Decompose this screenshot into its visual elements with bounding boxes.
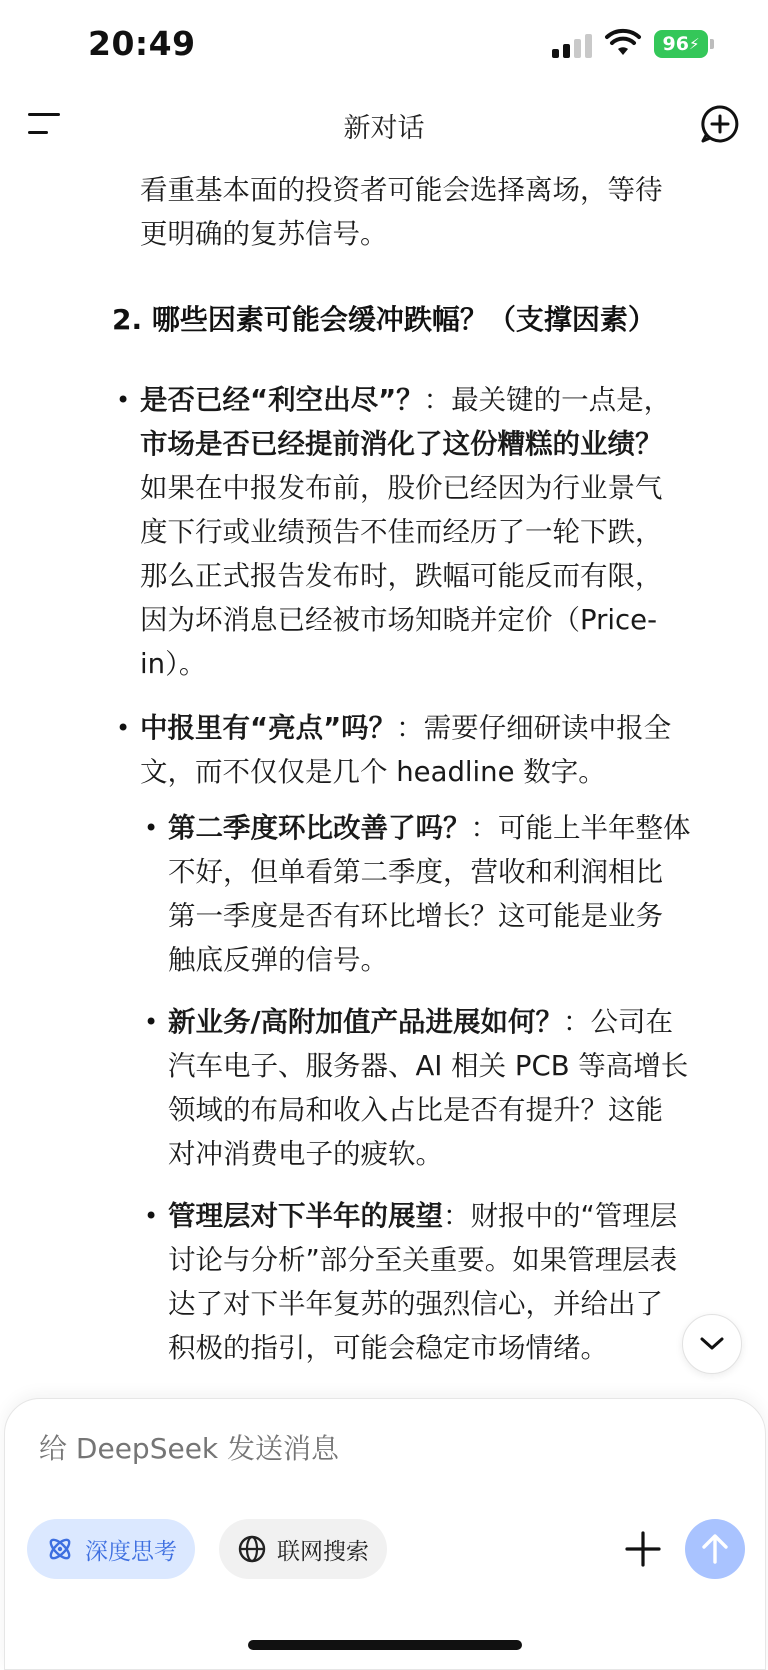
attach-plus-icon[interactable] (621, 1527, 665, 1571)
bullet-dot: • (116, 386, 131, 414)
sub-bullet-line: 讨论与分析”部分至关重要。如果管理层表 (168, 1244, 678, 1276)
deep-think-label: 深度思考 (85, 1538, 177, 1565)
chevron-down-icon (699, 1336, 725, 1352)
sub-bullet-line: 汽车电子、服务器、AI 相关 PCB 等高增长 (168, 1050, 689, 1082)
bullet-text: ：需要仔细研读中报全 (396, 712, 672, 744)
sub-bullet-line: 达了对下半年复苏的强烈信心，并给出了 (168, 1288, 663, 1320)
intro-line: 更明确的复苏信号。 (140, 218, 388, 250)
status-time: 20:49 (88, 24, 196, 63)
sub-bullet-line: 积极的指引，可能会稳定市场情绪。 (168, 1332, 608, 1364)
list-item (140, 378, 671, 422)
bullet-line: 因为坏消息已经被市场知晓并定价（Price- (140, 604, 658, 636)
intro-line: 看重基本面的投资者可能会选择离场，等待 (140, 174, 663, 206)
header (0, 92, 768, 156)
bullet-emphasis-text: 市场是否已经提前消化了这份糟糕的业绩？ (140, 428, 663, 460)
battery-cap (710, 39, 714, 49)
web-search-button[interactable] (219, 1519, 387, 1579)
scroll-to-bottom-button[interactable] (682, 1314, 742, 1374)
battery-level: 96 (662, 33, 689, 55)
bullet-dot: • (144, 1202, 159, 1230)
arrow-up-icon (700, 1533, 730, 1565)
sub-bullet-line: 领域的布局和收入占比是否有提升？这能 (168, 1094, 663, 1126)
sub-bullet-text: ：可能上半年整体 (470, 812, 691, 844)
section-heading: 2. 哪些因素可能会缓冲跌幅？（支撑因素） (112, 303, 656, 336)
sub-bullet-text: ：财报中的“管理层 (443, 1200, 678, 1232)
bullet-title: 中报里有“亮点”吗？ (140, 712, 397, 744)
sub-bullet-title: 第二季度环比改善了吗？ (168, 812, 471, 844)
bullet-line: 那么正式报告发布时，跌幅可能反而有限， (140, 560, 663, 592)
bullet-dot: • (144, 1008, 159, 1036)
sub-bullet-title: 新业务/高附加值产品进展如何？ (168, 1006, 564, 1038)
bullet-text: ：最关键的一点是， (423, 384, 672, 416)
bullet-emphasis (140, 422, 663, 466)
list-item (140, 706, 671, 750)
sub-list-item (168, 806, 691, 850)
bullet-line: 如果在中报发布前，股价已经因为行业景气 (140, 472, 663, 504)
sub-bullet-line: 不好，但单看第二季度，营收和利润相比 (168, 856, 663, 888)
sub-list-item (168, 1194, 677, 1238)
bullet-dot: • (144, 814, 159, 842)
bullet-title: 是否已经“利空出尽”？ (140, 384, 424, 416)
page-title: 新对话 (343, 113, 425, 144)
bullet-line: in）。 (140, 648, 207, 680)
bullet-line: 度下行或业绩预告不佳而经历了一轮下跌， (140, 516, 663, 548)
status-bar (0, 0, 768, 92)
sub-bullet-line: 对冲消费电子的疲软。 (168, 1138, 443, 1170)
sub-list-item (168, 1000, 673, 1044)
battery-icon: 96 ⚡ (654, 30, 708, 58)
home-indicator (248, 1640, 522, 1650)
bullet-line: 文，而不仅仅是几个 headline 数字。 (140, 756, 606, 788)
cellular-signal-icon (552, 32, 592, 58)
message-input[interactable] (37, 1431, 681, 1466)
bullet-dot: • (116, 714, 131, 742)
web-search-label: 联网搜索 (277, 1538, 369, 1565)
globe-icon (237, 1534, 267, 1564)
sub-bullet-line: 第一季度是否有环比增长？这可能是业务 (168, 900, 663, 932)
sub-bullet-title: 管理层对下半年的展望 (168, 1200, 443, 1232)
send-button[interactable] (685, 1519, 745, 1579)
wifi-icon (604, 28, 642, 58)
new-chat-icon[interactable] (700, 104, 740, 144)
deep-think-button[interactable] (27, 1519, 195, 1579)
message-content (0, 156, 768, 1396)
sub-bullet-text: ：公司在 (563, 1006, 674, 1038)
atom-icon (45, 1534, 75, 1564)
message-composer (4, 1398, 766, 1670)
sub-bullet-line: 触底反弹的信号。 (168, 944, 388, 976)
